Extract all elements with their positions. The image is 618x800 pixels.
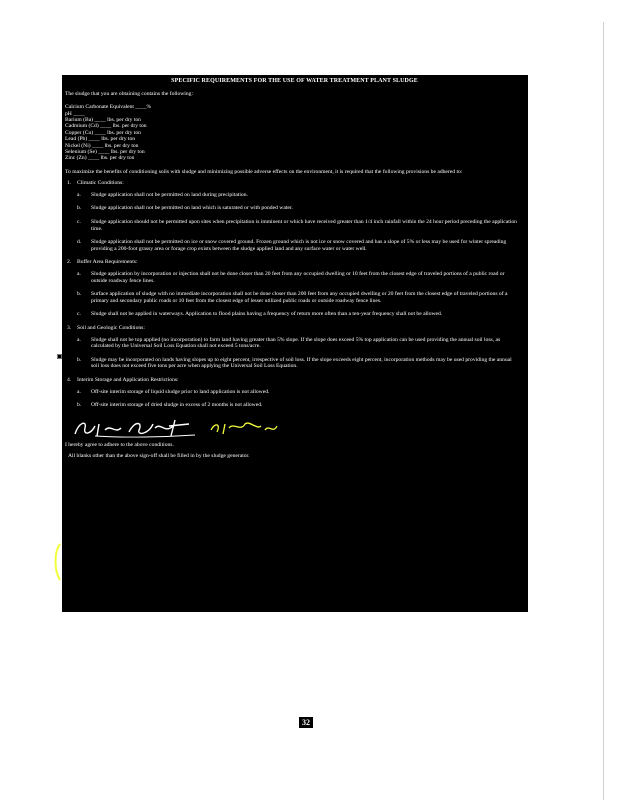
item-text: Sludge application shall not be permitted on land during precipitation. xyxy=(91,191,248,198)
list-item xyxy=(77,291,524,304)
section-title: Climatic Conditions: xyxy=(77,180,124,187)
item-letter: a. xyxy=(77,336,81,343)
parameter-row: pH ____ xyxy=(65,110,85,117)
section-heading xyxy=(67,259,524,266)
section-number: 2. xyxy=(67,259,72,266)
item-letter: a. xyxy=(77,271,81,278)
item-text: Off-site interim storage of dried sludge in excess of 2 months is not allowed. xyxy=(91,402,263,409)
item-letter: c. xyxy=(77,311,81,318)
parameter-row: Barium (Ba) ____ lbs. per dry ton xyxy=(65,116,141,123)
agreement-statement: I hereby agree to adhere to the above conditions. xyxy=(65,441,174,448)
item-text: Sludge may be incorporated on lands having slopes up to eight percent, irrespective of soil loss. If the slope exceeds eight percent, incorporation methods may be used providing the annual soil loss does not exceed five tons per acre when applying the Universal Soil Loss Equation. xyxy=(91,356,512,370)
item-letter: a. xyxy=(77,191,81,198)
page-edge-line xyxy=(603,22,604,800)
list-item xyxy=(77,205,524,212)
item-text: Sludge application by incorporation or injection shall not be done closer than 20 feet from any occupied dwelling or 10 feet from the closest edge of traveled portions of a public road or outside roadway fence lines. xyxy=(91,271,505,284)
document-scan xyxy=(62,75,528,612)
item-letter: b. xyxy=(77,356,82,363)
parameter-list xyxy=(65,104,524,162)
item-letter: a. xyxy=(77,388,81,395)
section-number: 1. xyxy=(67,180,72,187)
section-heading xyxy=(67,325,524,332)
intro-text: The sludge that you are obtaining contains the following: xyxy=(65,90,194,97)
item-letter: b. xyxy=(77,402,82,409)
item-text: Sludge application shall not be permitted on ice or snow covered ground. Frozen ground which is not ice or snow covered and has a slope of 5% or less may be used for winter spreading providing a 200-foot grassy area or forage crop exists between the sludge applied land and any surface water or water well. xyxy=(91,239,507,252)
parameter-row: Calcium Carbonate Equivalent ____% xyxy=(65,104,152,111)
parameter-row: Lead (Pb) ____ lbs. per dry ton xyxy=(65,136,136,143)
signature-area xyxy=(65,416,524,442)
item-text: Off-site interim storage of liquid sludge prior to land application is not allowed. xyxy=(91,388,270,395)
section-title: Soil and Geologic Conditions: xyxy=(77,325,145,332)
list-item xyxy=(77,271,524,284)
section-title: Interim Storage and Application Restrictions: xyxy=(77,376,179,383)
item-letter: b. xyxy=(77,205,82,212)
list-item xyxy=(77,219,524,232)
parameter-row: Nickel (Ni) ____ lbs. per dry ton xyxy=(65,142,139,149)
list-item xyxy=(77,357,524,370)
item-text: Sludge application shall not be permitted on land which is saturated or with ponded water. xyxy=(91,205,293,212)
item-text: Sludge shall not be applied in waterways. Application to flood plains having a frequency of return more often than a ten-year frequency shall not be allowed. xyxy=(91,311,443,318)
item-letter: b. xyxy=(77,291,82,298)
item-text: Sludge application should not be permitted upon sites when precipitation is imminent or which have received greater than 1/4 inch rainfall within the 24 hour period preceding the application time. xyxy=(91,219,517,232)
section-number: 3. xyxy=(67,325,72,332)
section-heading xyxy=(67,377,524,384)
section-title: Buffer Area Requirements: xyxy=(77,259,138,266)
list-item xyxy=(77,389,524,396)
parameter-row: Cadmium (Cd) ____ lbs. per dry ton xyxy=(65,123,147,130)
list-item xyxy=(77,311,524,318)
handwritten-signature xyxy=(65,416,295,442)
highlight-bracket-mark xyxy=(50,542,64,582)
item-letter: d. xyxy=(77,239,82,246)
item-text: Sludge shall not be top applied (no incorporation) to farm land having greater than 5% slope. If the slope does exceed 5% top application can be used providing the annual soil loss, as calculated by the Universal Soil Loss Equation shall not exceed 5 tons/acre. xyxy=(91,336,501,350)
parameter-row: Copper (Cu) ____ lbs. per dry ton xyxy=(65,129,141,136)
item-letter: c. xyxy=(77,219,81,226)
parameter-row: Selenium (Se) ____ lbs. per dry ton xyxy=(65,148,145,155)
page-number: 32 xyxy=(299,717,313,728)
list-item xyxy=(77,239,524,252)
parameter-row: Zinc (Zn) ____ lbs. per dry ton xyxy=(65,155,135,162)
list-item xyxy=(77,337,524,350)
list-item xyxy=(77,402,524,409)
section-number: 4. xyxy=(67,376,72,383)
provisions-intro: To maximize the benefits of conditioning soils with sludge and minimizing possible adverse effects on the environment, it is required that the following provisions be adhered to: xyxy=(65,168,463,175)
footer-note: All blanks other than the above sign-off shall be filled in by the sludge generator. xyxy=(68,453,250,460)
section-heading xyxy=(67,180,524,187)
item-text: Surface application of sludge with no immediate incorporation shall not be done closer than 200 feet from any occupied dwelling or 20 feet from the closest edge of traveled portions of a primary and secondary public roads or 10 feet from the closest edge of lesser utilized public roads or outside roadway fence lines. xyxy=(91,291,508,304)
document-title: SPECIFIC REQUIREMENTS FOR THE USE OF WATER TREATMENT PLANT SLUDGE xyxy=(171,78,418,84)
list-item xyxy=(77,192,524,199)
